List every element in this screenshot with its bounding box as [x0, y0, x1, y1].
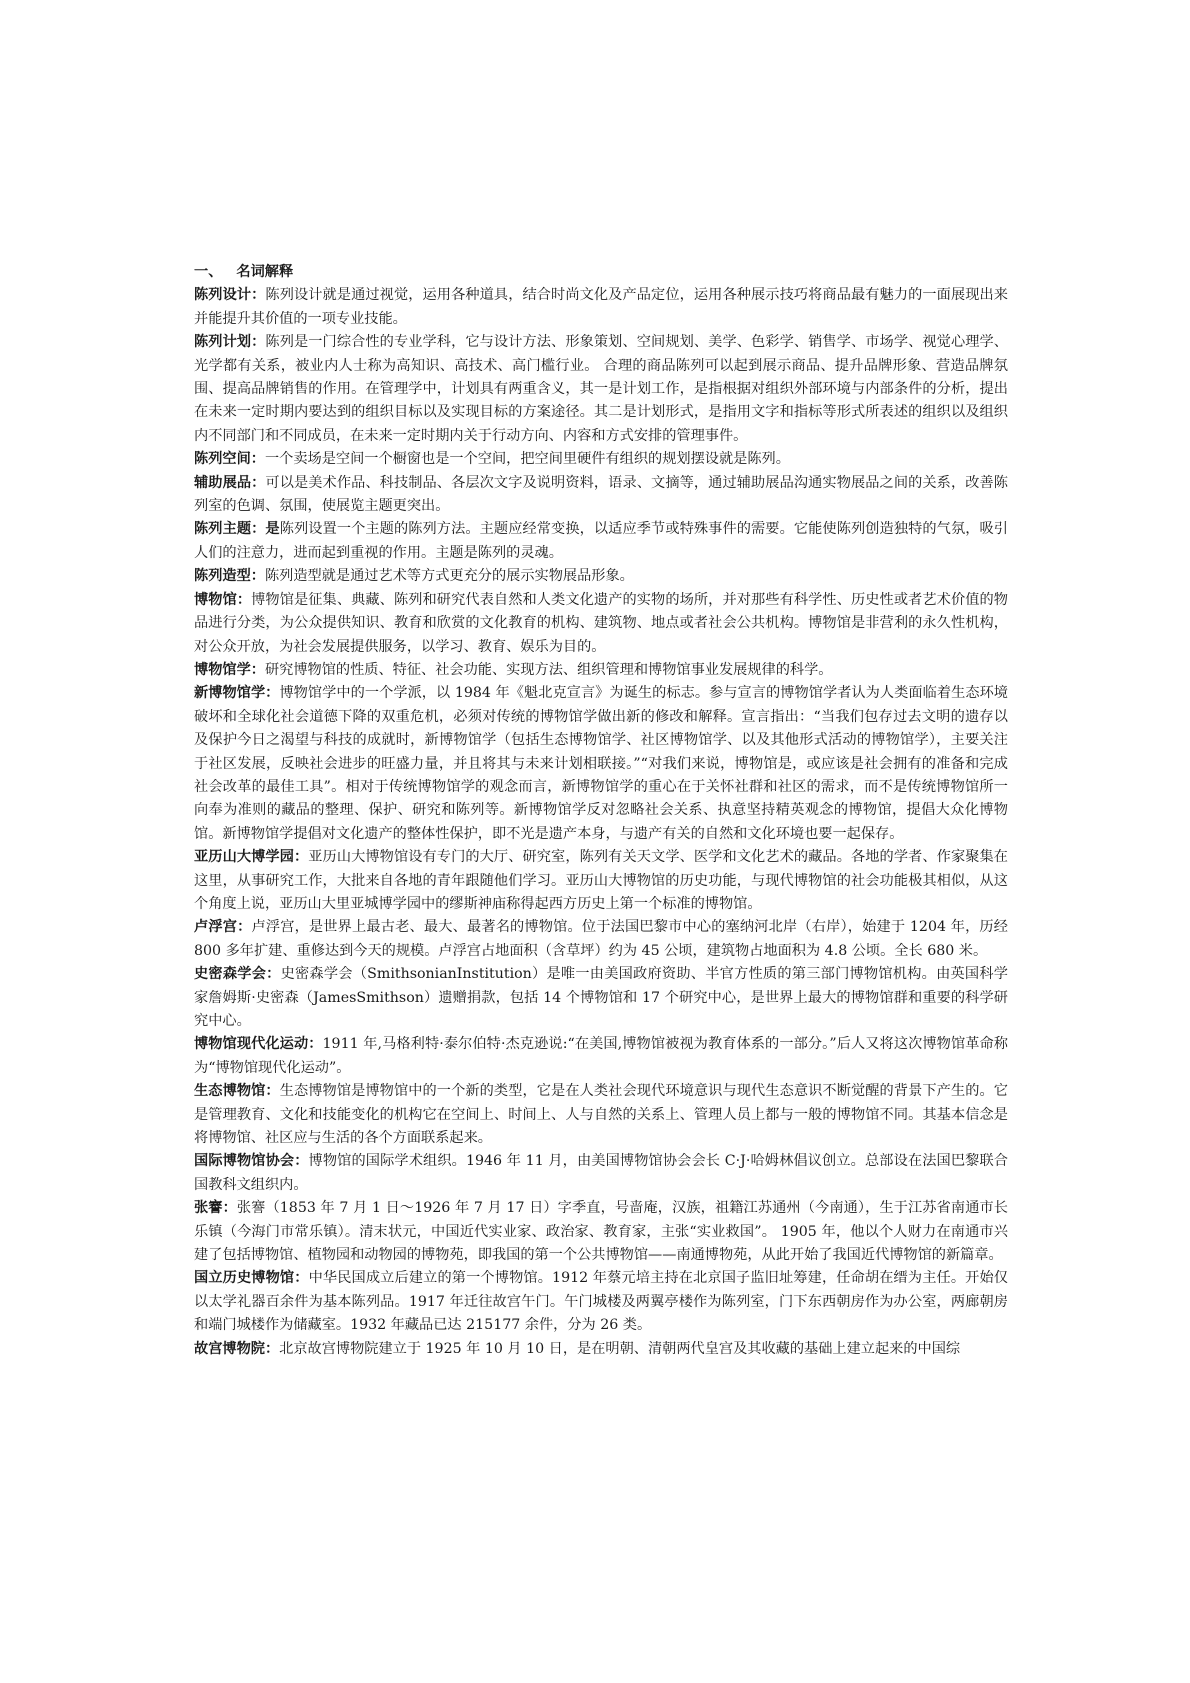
entry-text: 中华民国成立后建立的第一个博物馆。1912 年蔡元培主持在北京国子监旧址筹建，任命胡在缙为主任。开始仅以太学礼器百余件为基本陈列品。1917 年迁往故宫午门。午门城楼及两翼亭楼作为陈列室，门下东西朝房作为办公室，两廊朝房和端门城楼作为储藏室。1932 年藏品已达 215177 余件，分为 26 类。 — [194, 1270, 1008, 1334]
entry-term: 陈列空间： — [194, 451, 265, 468]
entry-auxiliary-exhibits — [194, 472, 1008, 519]
entry-text: 北京故宫博物院建立于 1925 年 10 月 10 日，是在明朝、清朝两代皇宫及其收藏的基础上建立起来的中国综 — [279, 1340, 961, 1357]
entry-text: 陈列设置一个主题的陈列方法。主题应经常变换，以适应季节或特殊事件的需要。它能使陈列创造独特的气氛，吸引人们的注意力，进而起到重视的作用。主题是陈列的灵魂。 — [194, 521, 1008, 561]
entry-display-theme — [194, 518, 1008, 565]
entry-text: 亚历山大博物馆设有专门的大厅、研究室，陈列有关天文学、医学和文化艺术的藏品。各地的学者、作家聚集在这里，从事研究工作，大批来自各地的青年跟随他们学习。亚历山大博物馆的历史功能，与现代博物馆的社会功能极其相似，从这个角度上说，亚历山大里亚城博学园中的缪斯神庙称得起西方历史上第一个标准的博物馆。 — [194, 849, 1008, 912]
entry-ecomuseum — [194, 1080, 1008, 1150]
entry-term: 卢浮宫： — [194, 919, 252, 936]
entry-text: 博物馆是征集、典藏、陈列和研究代表自然和人类文化遗产的实物的场所，并对那些有科学性、历史性或者艺术价值的物品进行分类，为公众提供知识、教育和欣赏的文化教育的机构、建筑物、地点或者社会公共机构。博物馆是非营利的永久性机构，对公众开放，为社会发展提供服务，以学习、教育、娱乐为目的。 — [194, 591, 1008, 655]
entry-term: 国立历史博物馆： — [194, 1270, 309, 1287]
entry-text: 卢浮宫，是世界上最古老、最大、最著名的博物馆。位于法国巴黎市中心的塞纳河北岸（右岸），始建于 1204 年，历经 800 多年扩建、重修达到今天的规模。卢浮宫占地面积（含草坪）约为 45 公顷，建筑物占地面积为 4.8 公顷。全长 680 米。 — [194, 919, 1008, 959]
entry-louvre — [194, 916, 1008, 963]
entry-museum-modernization — [194, 1033, 1008, 1080]
entry-term: 亚历山大博学园： — [194, 849, 309, 866]
entry-display-modeling — [194, 565, 1008, 588]
entry-term: 博物馆： — [194, 591, 252, 608]
section-number: 一、 — [194, 264, 223, 280]
entry-term: 国际博物馆协会： — [194, 1153, 309, 1170]
entry-text: 博物馆的国际学术组织。1946 年 11 月，由美国博物馆协会会长 C·J·哈姆林倡议创立。总部设在法国巴黎联合国教科文组织内。 — [194, 1153, 1008, 1193]
entry-term: 博物馆学： — [194, 661, 265, 678]
section-heading — [194, 261, 1008, 284]
entry-text: 陈列设计就是通过视觉，运用各种道具，结合时尚文化及产品定位，运用各种展示技巧将商品最有魅力的一面展现出来并能提升其价值的一项专业技能。 — [194, 287, 1008, 327]
entry-smithsonian — [194, 963, 1008, 1033]
entry-text: 陈列是一门综合性的专业学科，它与设计方法、形象策划、空间规划、美学、色彩学、销售学、市场学、视觉心理学、光学都有关系，被业内人士称为高知识、高技术、高门槛行业。 合理的商品陈列可以起到展示商品、提升品牌形象、营造品牌氛围、提高品牌销售的作用。在管理学中，计划具有两重含义，其一是计划工作，是指根据对组织外部环境与内部条件的分析，提出在未来一定时期内要达到的组织目标以及实现目标的方案途径。其二是计划形式，是指用文字和指标等形式所表述的组织以及组织内不同部门和不同成员，在未来一定时期内关于行动方向、内容和方式安排的管理事件。 — [194, 334, 1008, 444]
entry-text: 可以是美术作品、科技制品、各层次文字及说明资料，语录、文摘等，通过辅助展品沟通实物展品之间的关系，改善陈列室的色调、氛围，使展览主题更突出。 — [194, 474, 1008, 515]
document-page — [194, 261, 1008, 1361]
entry-palace-museum — [194, 1338, 1008, 1361]
entry-alexandria-museum — [194, 846, 1008, 916]
entry-term: 博物馆现代化运动： — [194, 1036, 323, 1053]
entry-zhang-jian — [194, 1197, 1008, 1267]
section-title: 名词解释 — [236, 264, 294, 280]
entry-term: 陈列造型： — [194, 568, 265, 585]
entry-term: 陈列设计： — [194, 287, 266, 304]
entry-term: 新博物馆学： — [194, 685, 280, 702]
entry-text: 张謇（1853 年 7 月 1 日～1926 年 7 月 17 日）字季直，号啬庵，汉族，祖籍江苏通州（今南通），生于江苏省南通市长乐镇（今海门市常乐镇）。清末状元，中国近代实业家、政治家、教育家，主张“实业救国”。 1905 年，他以个人财力在南通市兴建了包括博物馆、植物园和动物园的博物苑，即我国的第一个公共博物馆——南通博物苑，从此开始了我国近代博物馆的新篇章。 — [194, 1200, 1008, 1264]
entry-text: 史密森学会（SmithsonianInstitution）是唯一由美国政府资助、半官方性质的第三部门博物馆机构。由英国科学家詹姆斯·史密森（JamesSmithson）遗赠捐款，包括 14 个博物馆和 17 个研究中心，是世界上最大的博物馆群和重要的科学研究中心。 — [194, 966, 1008, 1029]
entry-display-design — [194, 284, 1008, 331]
entry-term: 辅助展品： — [194, 474, 266, 491]
entry-text: 生态博物馆是博物馆中的一个新的类型，它是在人类社会现代环境意识与现代生态意识不断觉醒的背景下产生的。它是管理教育、文化和技能变化的机构它在空间上、时间上、人与自然的关系上、管理人员上都与一般的博物馆不同。其基本信念是将博物馆、社区应与生活的各个方面联系起来。 — [194, 1083, 1008, 1147]
entry-term: 陈列计划： — [194, 334, 266, 351]
entry-museology — [194, 659, 1008, 682]
entry-term: 故宫博物院： — [194, 1340, 280, 1357]
entry-display-space — [194, 448, 1008, 471]
entry-term: 张謇： — [194, 1200, 237, 1217]
entry-text: 一个卖场是空间一个橱窗也是一个空间，把空间里硬件有组织的规划摆设就是陈列。 — [264, 451, 790, 468]
entry-text: 1911 年,马格利特·泰尔伯特·杰克逊说:“在美国,博物馆被视为教育体系的一部分。”后人又将这次博物馆革命称为“博物馆现代化运动”。 — [194, 1036, 1008, 1076]
entry-display-plan — [194, 331, 1008, 448]
entry-text: 陈列造型就是通过艺术等方式更充分的展示实物展品形象。 — [264, 568, 634, 585]
entry-icom — [194, 1150, 1008, 1197]
entry-national-history-museum — [194, 1267, 1008, 1337]
entry-text: 研究博物馆的性质、特征、社会功能、实现方法、组织管理和博物馆事业发展规律的科学。 — [264, 661, 833, 678]
entry-new-museology — [194, 682, 1008, 846]
entry-term: 史密森学会： — [194, 966, 281, 983]
entry-term: 生态博物馆： — [194, 1083, 280, 1100]
entry-term: 陈列主题：是 — [194, 521, 280, 538]
entry-text: 博物馆学中的一个学派，以 1984 年《魁北克宣言》为诞生的标志。参与宣言的博物馆学者认为人类面临着生态环境破坏和全球化社会道德下降的双重危机，必须对传统的博物馆学做出新的修改和解释。宣言指出：“当我们包存过去文明的遗存以及保护今日之渴望与科技的成就时，新博物馆学（包括生态博物馆学、社区博物馆学、以及其他形式活动的博物馆学），主要关注于社区发展，反映社会进步的旺盛力量，并且将其与未来计划相联接。”“对我们来说，博物馆是，或应该是社会拥有的准备和完成社会改革的最佳工具”。相对于传统博物馆学的观念而言，新博物馆学的重心在于关怀社群和社区的需求，而不是传统博物馆所一向奉为准则的藏品的整理、保护、研究和陈列等。新博物馆学反对忽略社会关系、执意坚持精英观念的博物馆，提倡大众化博物馆。新博物馆学提倡对文化遗产的整体性保护，即不光是遗产本身，与遗产有关的自然和文化环境也要一起保存。 — [194, 685, 1008, 842]
entry-museum — [194, 589, 1008, 659]
